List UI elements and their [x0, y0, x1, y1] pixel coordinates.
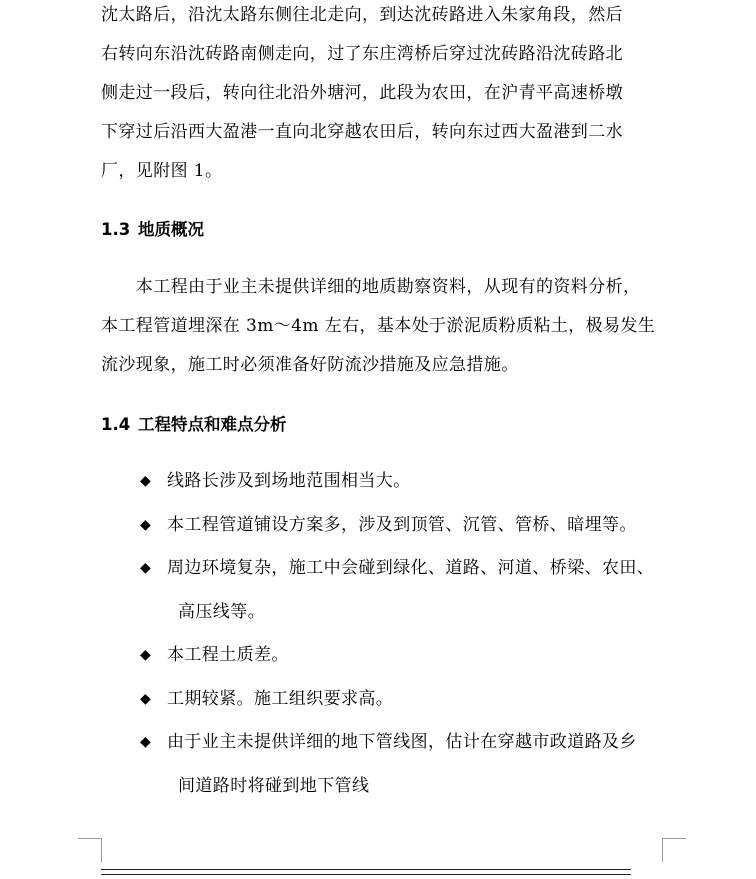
list-item — [140, 460, 680, 504]
diamond-bullet-icon: ◆ — [140, 516, 152, 533]
section-number: 1.4 — [101, 415, 131, 434]
feature-list — [140, 460, 680, 808]
section-heading-geology — [101, 218, 204, 242]
diamond-bullet-icon: ◆ — [140, 734, 152, 750]
list-item-text: 工期较紧。施工组织要求高。 — [167, 688, 394, 709]
section-number: 1.3 — [101, 220, 131, 239]
section-title: 工程特点和难点分析 — [138, 415, 287, 434]
paragraph-line: 沈太路后，沿沈太路东侧往北走向，到达沈砖路进入朱家角段，然后 — [101, 5, 623, 25]
intro-paragraph — [101, 0, 663, 191]
diamond-bullet-icon: ◆ — [140, 473, 152, 489]
list-item — [140, 678, 680, 722]
diamond-bullet-icon: ◆ — [140, 690, 152, 707]
list-item — [140, 634, 680, 678]
section-heading-features — [101, 413, 287, 437]
diamond-bullet-icon: ◆ — [140, 647, 152, 663]
footer-rule — [101, 869, 631, 870]
list-item-text: 本工程管道铺设方案多，涉及到顶管、沉管、管桥、暗埋等。 — [167, 514, 637, 535]
paragraph-line: 侧走过一段后，转向往北沿外塘河，此段为农田，在沪青平高速桥墩 — [101, 83, 623, 103]
list-item — [140, 547, 680, 634]
diamond-bullet-icon: ◆ — [140, 560, 152, 576]
list-item-text: 由于业主未提供详细的地下管线图，估计在穿越市政道路及乡 — [167, 732, 637, 752]
list-item-text: 本工程土质差。 — [167, 645, 289, 665]
geology-paragraph — [101, 268, 663, 385]
paragraph-line: 下穿过后沿西大盈港一直向北穿越农田后，转向东过西大盈港到二水 — [101, 122, 623, 142]
list-item-continuation: 间道路时将碰到地下管线 — [178, 775, 370, 796]
page-corner-mark-left — [78, 838, 102, 862]
list-item-text: 周边环境复杂，施工中会碰到绿化、道路、河道、桥梁、农田、 — [167, 558, 655, 578]
footer-rule — [101, 874, 631, 875]
paragraph-line: 流沙现象，施工时必须准备好防流沙措施及应急措施。 — [101, 355, 519, 375]
list-item — [140, 504, 680, 548]
paragraph-line: 右转向东沿沈砖路南侧走向，过了东庄湾桥后穿过沈砖路沿沈砖路北 — [101, 44, 623, 64]
list-item-text: 线路长涉及到场地范围相当大。 — [167, 471, 411, 491]
list-item-continuation: 高压线等。 — [178, 601, 265, 622]
paragraph-line: 厂，见附图 1。 — [101, 161, 223, 181]
page-corner-mark-right — [662, 838, 686, 862]
section-title: 地质概况 — [138, 220, 204, 239]
paragraph-line: 本工程管道埋深在 3m～4m 左右，基本处于淤泥质粉质粘土，极易发生 — [101, 316, 656, 336]
paragraph-line: 本工程由于业主未提供详细的地质勘察资料，从现有的资料分析， — [101, 277, 641, 297]
list-item — [140, 721, 680, 808]
